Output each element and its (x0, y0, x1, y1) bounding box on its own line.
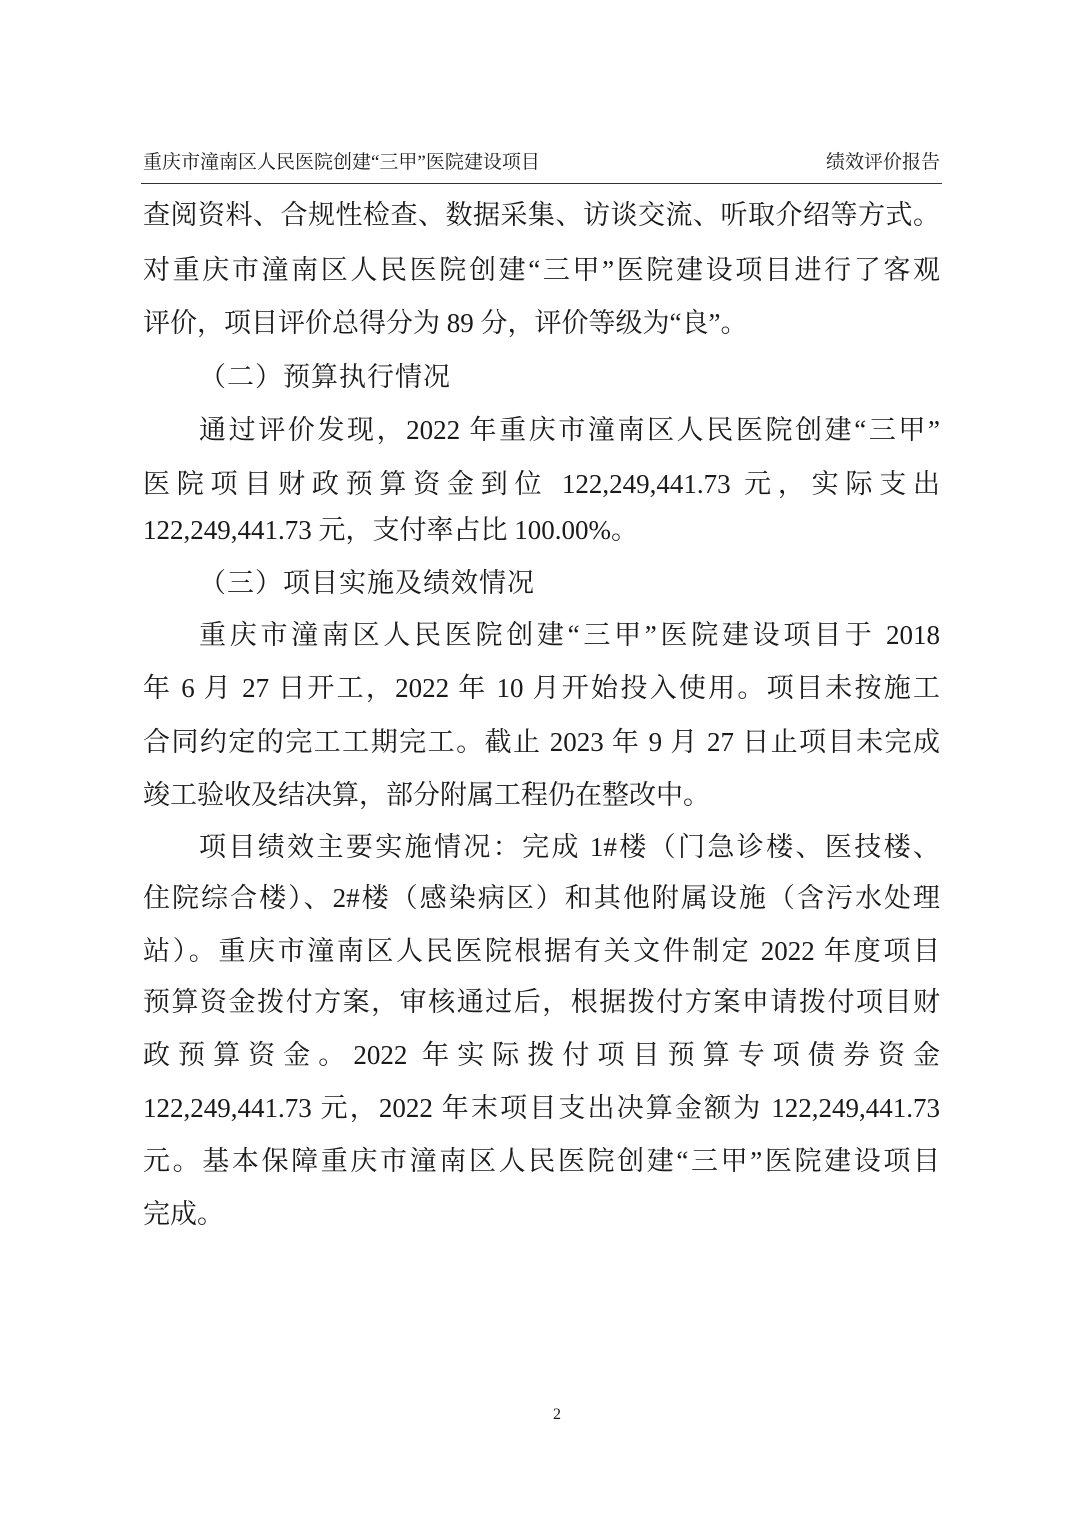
section-line: 完成。 (143, 1199, 224, 1229)
header-title: 重庆市潼南区人民医院创建“三甲”医院建设项目 (143, 152, 540, 173)
header-rule (141, 183, 942, 184)
page-number: 2 (553, 1406, 561, 1423)
section-line: 医院项目财政预算资金到位 122,249,441.73 元，实际支出 (143, 469, 940, 499)
section-line: 元。基本保障重庆市潼南区人民医院创建“三甲”医院建设项目 (143, 1146, 940, 1176)
section-line: 通过评价发现，2022 年重庆市潼南区人民医院创建“三甲” (199, 415, 940, 445)
section-line: 项目绩效主要实施情况：完成 1#楼（门急诊楼、医技楼、 (199, 832, 940, 862)
section-line: 重庆市潼南区人民医院创建“三甲”医院建设项目于 2018 (199, 620, 940, 650)
section-line: 122,249,441.73 元，支付率占比 100.00%。 (143, 515, 638, 545)
section-line: 住院综合楼）、2#楼（感染病区）和其他附属设施（含污水处理 (143, 883, 940, 913)
section-heading-implementation: （三）项目实施及绩效情况 (199, 568, 535, 598)
section-line: 合同约定的完工工期完工。截止 2023 年 9 月 27 日止项目未完成 (143, 727, 940, 757)
header-report-type: 绩效评价报告 (825, 152, 940, 173)
section-line: 站）。重庆市潼南区人民医院根据有关文件制定 2022 年度项目 (143, 936, 940, 966)
section-line: 预算资金拨付方案，审核通过后，根据拨付方案申请拨付项目财 (143, 987, 940, 1017)
intro-line: 评价，项目评价总得分为 89 分，评价等级为“良”。 (143, 308, 748, 338)
section-line: 政预算资金。2022 年实际拨付项目预算专项债券资金 (143, 1040, 940, 1070)
intro-line: 查阅资料、合规性检查、数据采集、访谈交流、听取介绍等方式。 (143, 200, 940, 230)
section-line: 竣工验收及结决算，部分附属工程仍在整改中。 (143, 780, 710, 810)
section-line: 122,249,441.73 元，2022 年末项目支出决算金额为 122,249,441.73 (143, 1093, 940, 1123)
section-heading-budget: （二）预算执行情况 (199, 362, 451, 392)
section-line: 年 6 月 27 日开工，2022 年 10 月开始投入使用。项目未按施工 (143, 673, 940, 703)
intro-line: 对重庆市潼南区人民医院创建“三甲”医院建设项目进行了客观 (143, 255, 940, 285)
